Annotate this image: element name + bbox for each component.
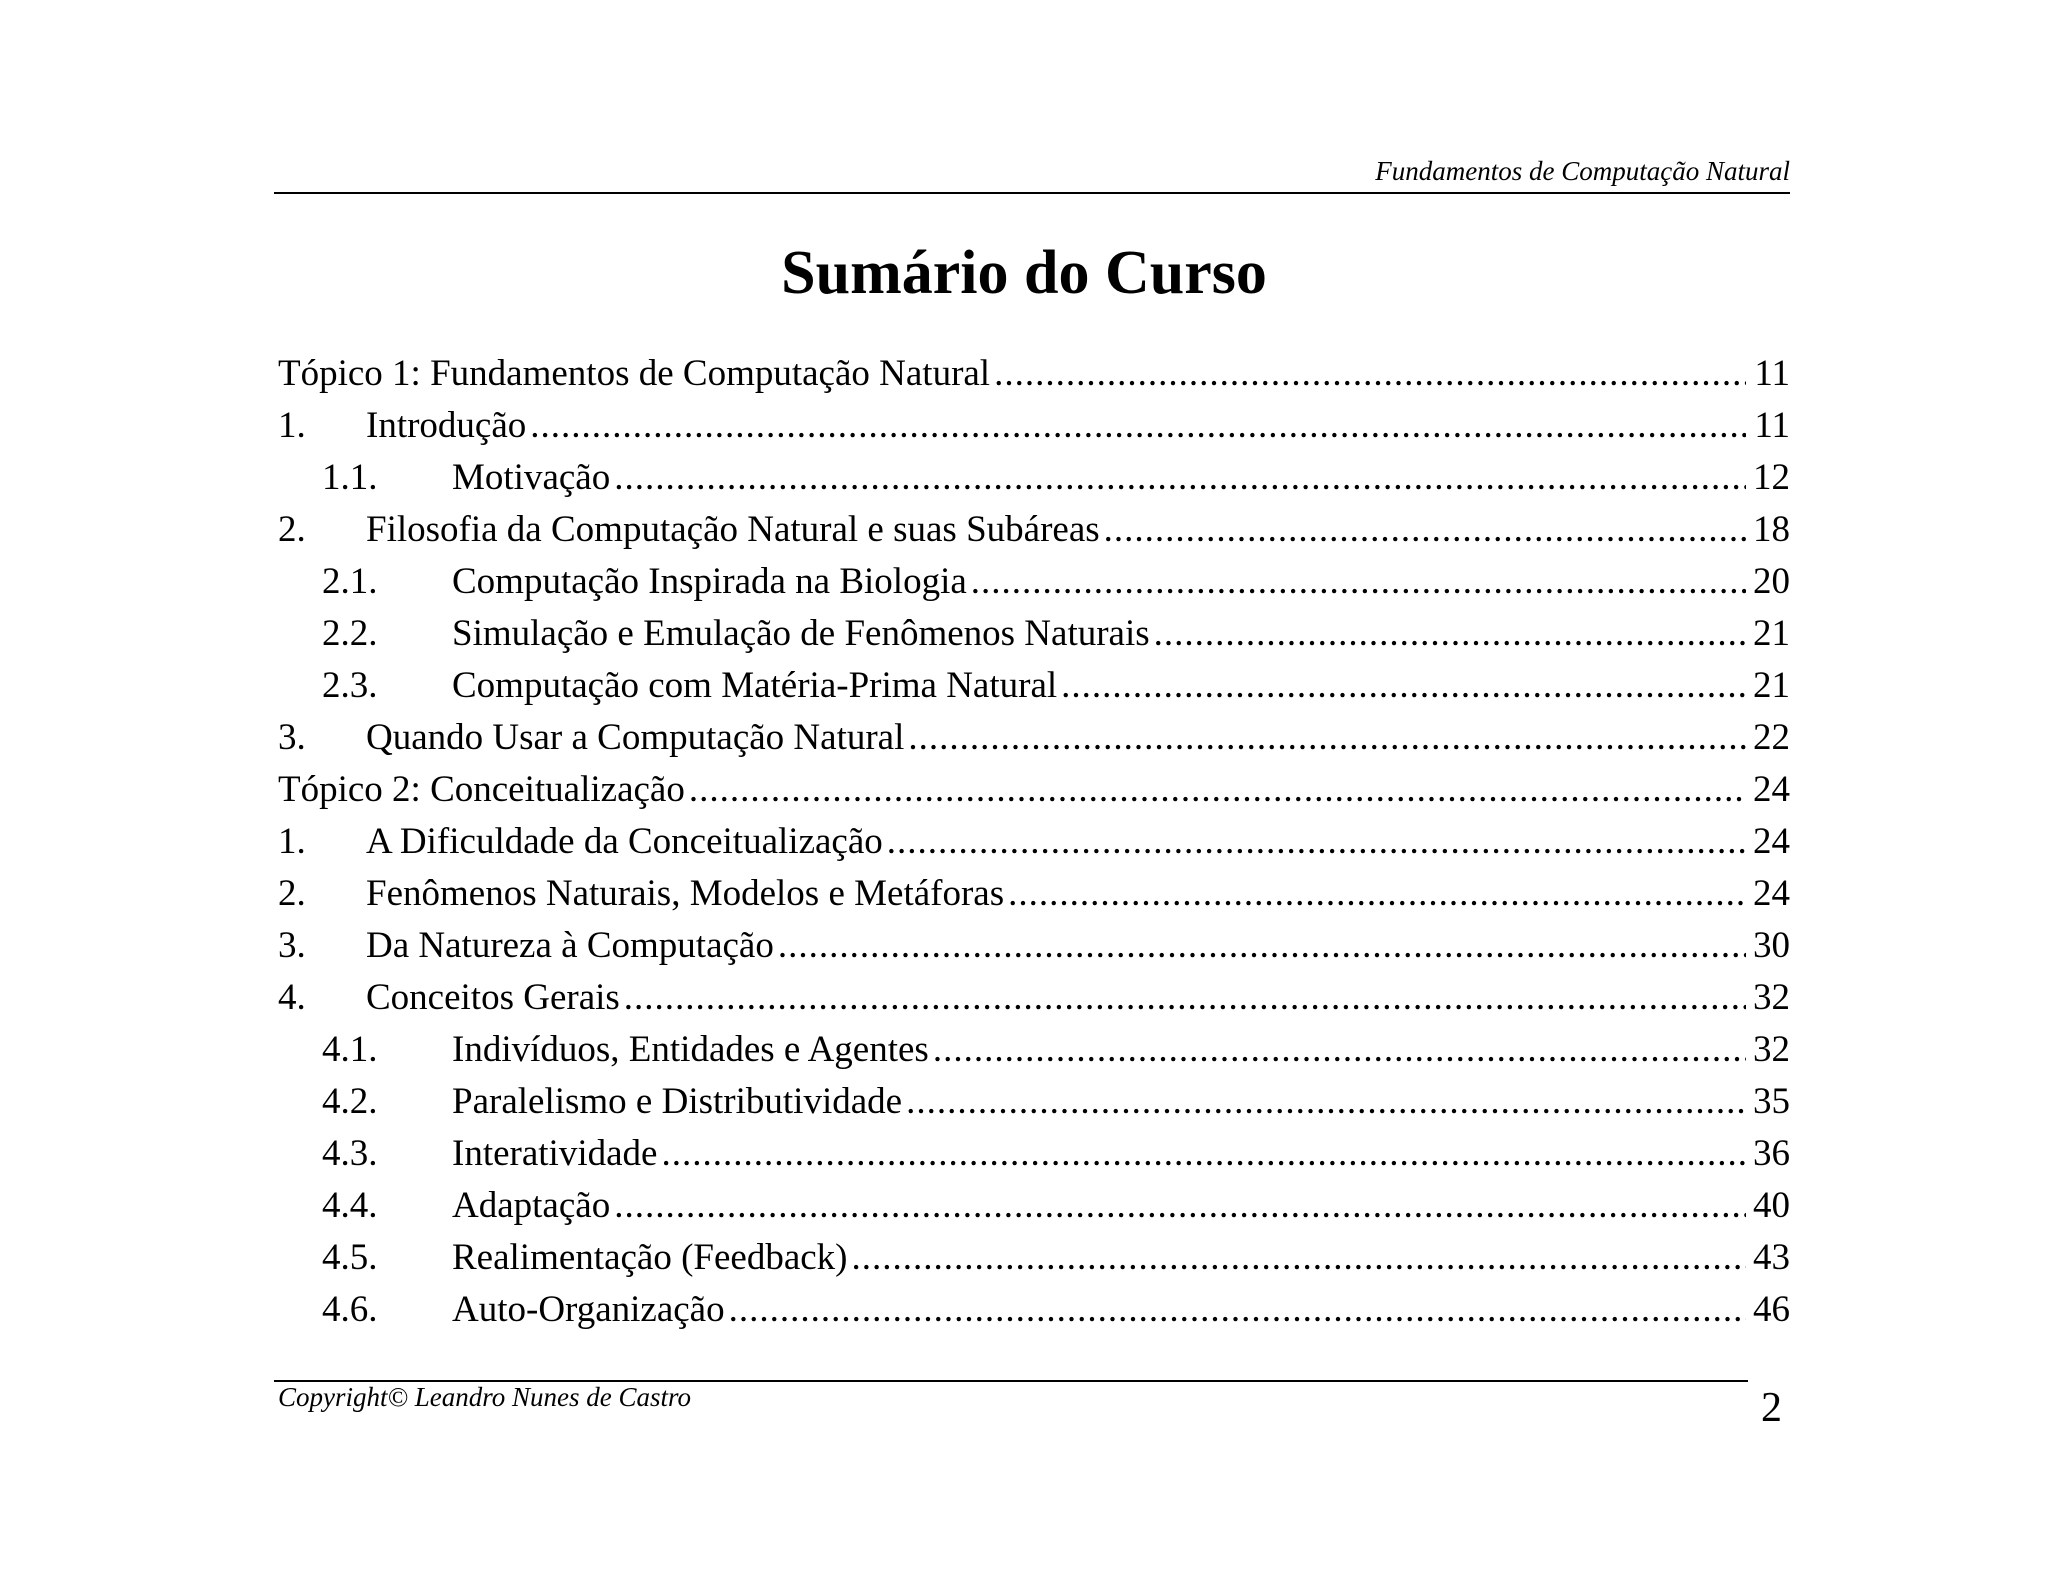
toc-entry-title: Filosofia da Computação Natural e suas Subáreas (366, 509, 1100, 550)
toc-entry-number: 2.3. (322, 665, 378, 706)
toc-entry-title: Indivíduos, Entidades e Agentes (452, 1029, 929, 1070)
toc-entry[interactable] (278, 660, 1790, 712)
toc-entry-page: 12 (1753, 457, 1790, 498)
toc-dot-leader (887, 816, 1746, 868)
toc-entry-page: 20 (1753, 561, 1790, 602)
toc-entry[interactable] (278, 348, 1790, 400)
toc-entry-page: 24 (1753, 821, 1790, 862)
toc-entry[interactable] (278, 972, 1790, 1024)
toc-entry-page: 43 (1753, 1237, 1790, 1278)
toc-entry-number: 2.2. (322, 613, 378, 654)
toc-entry[interactable] (278, 556, 1790, 608)
toc-entry-number: 2. (278, 509, 306, 550)
toc-entry[interactable] (278, 1180, 1790, 1232)
toc-entry-page: 32 (1753, 977, 1790, 1018)
toc-dot-leader (729, 1284, 1746, 1336)
toc-entry[interactable] (278, 868, 1790, 920)
toc-entry[interactable] (278, 452, 1790, 504)
toc-entry-number: 4. (278, 977, 306, 1018)
toc-dot-leader (614, 1180, 1746, 1232)
copyright-notice: Copyright© Leandro Nunes de Castro (278, 1382, 692, 1412)
toc-entry-page: 24 (1753, 769, 1790, 810)
header-divider (274, 192, 1790, 194)
page-number: 2 (1761, 1385, 1782, 1431)
toc-entry-page: 46 (1753, 1289, 1790, 1330)
toc-entry-page: 11 (1754, 353, 1790, 394)
toc-dot-leader (971, 556, 1746, 608)
toc-entry-title: Interatividade (452, 1133, 658, 1174)
toc-entry-page: 24 (1753, 873, 1790, 914)
toc-dot-leader (1104, 504, 1746, 556)
toc-entry-number: 1. (278, 821, 306, 862)
toc-entry-number: 4.2. (322, 1081, 378, 1122)
toc-dot-leader (852, 1232, 1747, 1284)
toc-entry-title: Adaptação (452, 1185, 611, 1226)
toc-entry-title: Auto-Organização (452, 1289, 725, 1330)
toc-entry-number: 3. (278, 925, 306, 966)
table-of-contents (278, 348, 1790, 1336)
toc-entry[interactable] (278, 920, 1790, 972)
toc-entry[interactable] (278, 712, 1790, 764)
toc-entry-number: 4.3. (322, 1133, 378, 1174)
toc-dot-leader (614, 452, 1746, 504)
toc-dot-leader (1008, 868, 1746, 920)
toc-entry-page: 21 (1753, 613, 1790, 654)
toc-entry-number: 2. (278, 873, 306, 914)
toc-entry-title: Motivação (452, 457, 611, 498)
running-header: Fundamentos de Computação Natural (1375, 156, 1790, 186)
toc-entry-title: A Dificuldade da Conceitualização (366, 821, 883, 862)
toc-entry-number: 1.1. (322, 457, 378, 498)
toc-dot-leader (933, 1024, 1746, 1076)
toc-entry-title: Introdução (366, 405, 527, 446)
toc-entry-title: Simulação e Emulação de Fenômenos Naturais (452, 613, 1150, 654)
toc-entry-title: Computação com Matéria-Prima Natural (452, 665, 1058, 706)
toc-dot-leader (530, 400, 1746, 452)
toc-entry-page: 40 (1753, 1185, 1790, 1226)
toc-entry-number: 4.6. (322, 1289, 378, 1330)
toc-entry-page: 22 (1753, 717, 1790, 758)
toc-entry[interactable] (278, 1232, 1790, 1284)
toc-entry-page: 35 (1753, 1081, 1790, 1122)
toc-entry-number: 3. (278, 717, 306, 758)
toc-entry-title: Tópico 2: Conceitualização (278, 769, 685, 810)
toc-entry-title: Tópico 1: Fundamentos de Computação Natural (278, 353, 991, 394)
toc-entry[interactable] (278, 764, 1790, 816)
toc-entry-title: Realimentação (Feedback) (452, 1237, 848, 1278)
toc-entry-number: 4.4. (322, 1185, 378, 1226)
toc-entry[interactable] (278, 1076, 1790, 1128)
toc-dot-leader (908, 712, 1746, 764)
toc-entry-number: 2.1. (322, 561, 378, 602)
toc-entry-page: 30 (1753, 925, 1790, 966)
toc-dot-leader (624, 972, 1746, 1024)
toc-dot-leader (689, 764, 1746, 816)
page-title: Sumário do Curso (781, 239, 1267, 307)
toc-entry-title: Da Natureza à Computação (366, 925, 774, 966)
toc-entry[interactable] (278, 816, 1790, 868)
toc-entry[interactable] (278, 1024, 1790, 1076)
toc-entry-number: 1. (278, 405, 306, 446)
toc-entry-number: 4.1. (322, 1029, 378, 1070)
toc-entry[interactable] (278, 1284, 1790, 1336)
toc-entry-title: Computação Inspirada na Biologia (452, 561, 967, 602)
toc-entry-title: Paralelismo e Distributividade (452, 1081, 903, 1122)
toc-entry[interactable] (278, 608, 1790, 660)
toc-entry-page: 11 (1754, 405, 1790, 446)
toc-entry[interactable] (278, 1128, 1790, 1180)
toc-entry-title: Conceitos Gerais (366, 977, 620, 1018)
toc-entry[interactable] (278, 504, 1790, 556)
toc-entry-number: 4.5. (322, 1237, 378, 1278)
toc-entry-page: 18 (1753, 509, 1790, 550)
toc-dot-leader (994, 348, 1746, 400)
toc-entry-page: 32 (1753, 1029, 1790, 1070)
toc-entry-page: 36 (1753, 1133, 1790, 1174)
toc-entry-title: Quando Usar a Computação Natural (366, 717, 905, 758)
toc-dot-leader (1154, 608, 1746, 660)
toc-dot-leader (778, 920, 1746, 972)
toc-dot-leader (906, 1076, 1746, 1128)
toc-entry[interactable] (278, 400, 1790, 452)
toc-dot-leader (661, 1128, 1746, 1180)
toc-dot-leader (1061, 660, 1746, 712)
toc-entry-page: 21 (1753, 665, 1790, 706)
toc-entry-title: Fenômenos Naturais, Modelos e Metáforas (366, 873, 1005, 914)
